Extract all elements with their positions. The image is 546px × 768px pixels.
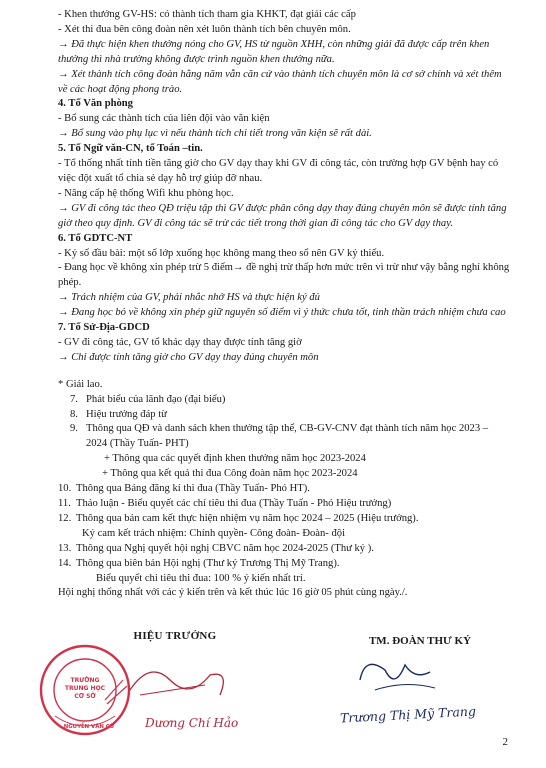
vote-result: Biểu quyết chỉ tiêu thi đua: 100 % ý kiến nhất trí.: [96, 572, 306, 584]
agenda-text: Thông qua Bảng đăng kí thi đua (Thầy Tuấn- Phó HT).: [76, 483, 310, 495]
agenda-text: Thông qua biên bản Hội nghị (Thư ký Trương Thị Mỹ Trang).: [76, 557, 340, 569]
section-heading: 4. Tổ Văn phòng: [58, 98, 133, 110]
svg-text:TRƯỜNG: TRƯỜNG: [70, 677, 100, 684]
secretary-title: TM. ĐOÀN THƯ KÝ: [368, 635, 472, 647]
agenda-text: Hiệu trưởng đáp từ: [86, 408, 167, 420]
agenda-item: [58, 393, 510, 408]
agenda-text: Thông qua QĐ và danh sách khen thưởng tập thể, CB-GV-CNV đạt thành tích năm học 2023 – 2024 (Thầy Tuấn- PHT): [86, 423, 489, 450]
agenda-item: [58, 512, 510, 527]
agenda-number: 8.: [70, 408, 78, 420]
agenda-item: [58, 482, 510, 497]
response-line: → Đang học bỏ về không xin phép giữ nguyên số điểm vì ý thức chưa tốt, tinh thần trách nhiệm chưa cao: [58, 307, 506, 319]
agenda-text: Thảo luận - Biểu quyết các chỉ tiêu thi đua (Thầy Tuấn - Phó Hiệu trưởng): [76, 498, 392, 509]
section-heading: 6. Tổ GDTC-NT: [58, 232, 133, 244]
text-line: - Ký sổ đầu bài: một số lớp xuống học không mang theo sổ nên GV ký thiếu.: [58, 247, 385, 259]
agenda-item: [58, 557, 510, 572]
secretary-name: Trương Thị Mỹ Trang: [339, 703, 477, 726]
response-line: → Chỉ được tính tăng giờ cho GV dạy thay đúng chuyên môn: [58, 351, 319, 363]
section-heading: 7. Tổ Sử-Địa-GDCD: [58, 322, 150, 334]
response-line: → Xét thành tích công đoàn hằng năm vẫn căn cứ vào thành tích chuyên môn là cơ sở chính và xét thêm về các hoạt động phong trào.: [58, 68, 502, 95]
agenda-number: 10.: [58, 483, 72, 495]
section-heading: 5. Tổ Ngữ văn-CN, tổ Toán –tin.: [58, 143, 203, 155]
text-line: - Tổ thống nhất tính tiền tăng giờ cho GV dạy thay khi GV đi công tác, còn trường hợp GV bệnh hay có việc đột xuất tổ chia sẻ dạy hỗ trợ giúp đỡ nhau.: [58, 158, 499, 184]
agenda-number: 7.: [70, 393, 78, 405]
svg-text:NGUYỄN VĂN CỪ: NGUYỄN VĂN CỪ: [63, 724, 115, 730]
agenda-text: Thông qua bản cam kết thực hiện nhiệm vụ năm học 2024 – 2025 (Hiệu trưởng).: [76, 512, 419, 524]
response-line: → GV đi công tác theo QĐ triệu tập thì GV được phân công dạy thay đúng chuyên môn sẽ được tính tăng giờ theo quy định. GV đi công tác sẽ trừ các tiết trong thời gian đi công tác cho GV dạy thay.: [58, 202, 507, 229]
text-line: - Khen thưởng GV-HS: có thành tích tham gia KHKT, đạt giải các cấp: [58, 9, 356, 20]
agenda-text: Phát biểu của lãnh đạo (đại biểu): [86, 393, 226, 405]
text-line: - Nâng cấp hệ thống Wifi khu phòng học.: [58, 187, 234, 199]
text-line: - Bổ sung các thành tích của liên đội vào văn kiện: [58, 113, 270, 125]
svg-text:TRUNG HỌC: TRUNG HỌC: [64, 685, 106, 692]
agenda-item: [58, 497, 510, 512]
agenda-number: 14.: [58, 557, 72, 569]
text-line: - Xét thi đua bên công đoàn nên xét luôn thành tích bên chuyên môn.: [58, 23, 351, 35]
agenda-item: [58, 422, 510, 452]
agenda-subitem: + Thông qua các quyết định khen thưởng năm học 2023-2024: [104, 453, 366, 465]
agenda-number: 13.: [58, 542, 72, 554]
text-line: - Đang học về không xin phép trừ 5 điểm→ đề nghị trừ thấp hơn mức trên vì trừ như vậy bằng nghỉ không phép.: [58, 262, 510, 289]
agenda-list: [58, 393, 510, 587]
page-number: 2: [502, 736, 508, 748]
response-line: → Bổ sung vào phụ lục vì nếu thành tích chi tiết trong văn kiện sẽ rất dài.: [58, 128, 372, 140]
response-line: → Đã thực hiện khen thưởng nóng cho GV, HS từ nguồn XHH, còn những giải đã được cấp trên khen thưởng thì nhà trường không được trình nguồn khen thưởng nữa.: [58, 38, 490, 65]
response-line: → Trách nhiệm của GV, phải nhắc nhở HS và thực hiện ký đủ: [58, 292, 320, 304]
principal-signature-icon: [110, 650, 250, 710]
principal-name: Dương Chí Hảo: [145, 716, 239, 730]
principal-title: HIỆU TRƯỞNG: [133, 630, 217, 642]
agenda-item: [58, 542, 510, 557]
agenda-subitem: + Thông qua kết quả thi đua Công đoàn năm học 2023-2024: [102, 468, 358, 480]
agenda-item: [58, 408, 510, 423]
agenda-text: Thông qua Nghị quyết hội nghị CBVC năm học 2024-2025 (Thư ký ).: [76, 542, 374, 554]
agenda-number: 9.: [70, 423, 78, 435]
text-line: - GV đi công tác, GV tổ khác dạy thay được tính tăng giờ: [58, 336, 302, 348]
agenda-subitem: Ký cam kết trách nhiệm: Chính quyền- Công đoàn- Đoàn- đội: [82, 527, 346, 539]
secretary-signature-icon: [345, 650, 505, 700]
closing-line: Hội nghị thống nhất với các ý kiến trên và kết thúc lúc 16 giờ 05 phút cùng ngày./.: [58, 587, 408, 599]
agenda-number: 11.: [58, 498, 71, 509]
agenda-number: 12.: [58, 512, 72, 524]
minutes-body: [58, 8, 510, 601]
break-note: * Giải lao.: [58, 378, 103, 390]
svg-text:CƠ SỞ: CƠ SỞ: [74, 693, 96, 700]
